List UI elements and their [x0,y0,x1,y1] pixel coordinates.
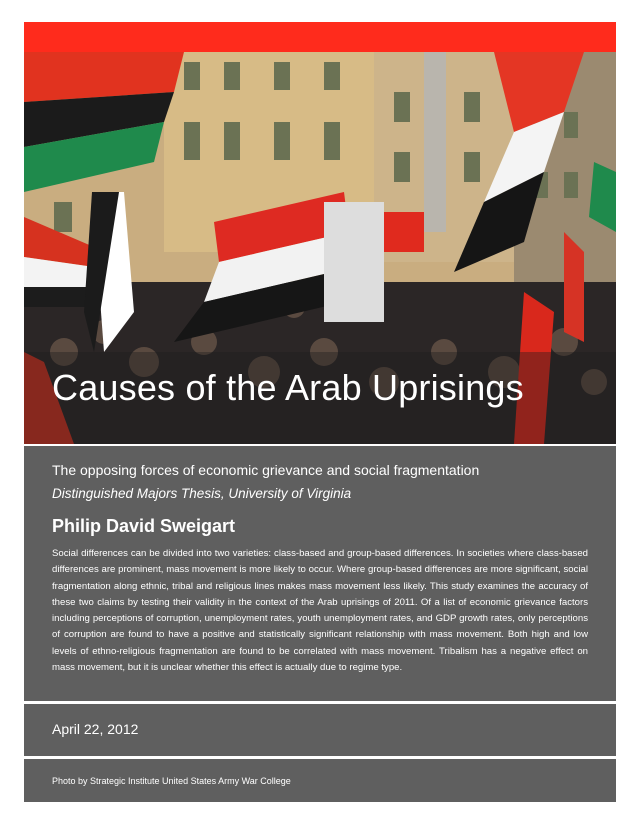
abstract-text: Social differences can be divided into two varieties: class-based and group-based differences. In societies where class-based differences are prominent, mass movement is more likely to occur. Where group-based differences are more significant, social fragmentation along ethnic, tribal and religious lines makes mass movement less likely. This study examines the accuracy of these two claims by testing their validity in the context of the Arab uprisings of 2011. Of a list of economic grievance factors including perceptions of corruption, unemployment rates, youth unemployment rates, and GDP growth rates, only perceptions of corruption are found to have a positive and statistically significant relationship with mass movement. Both high and low levels of ethno-religious fragmentation are found to be correlated with mass movement. Tribalism has a negative effect on mass movement, but it is unclear whether this effect is actually due to regime type. [52,548,588,674]
author-name: Philip David Sweigart [52,516,236,536]
top-accent-bar [24,22,616,52]
document-title: Causes of the Arab Uprisings [52,367,524,408]
document-subtitle: The opposing forces of economic grievance and social fragmentation [52,462,480,478]
document-date: April 22, 2012 [52,721,139,737]
photo-credit: Photo by Strategic Institute United States Army War College [52,776,291,786]
thesis-program: Distinguished Majors Thesis, University of Virginia [52,486,352,501]
